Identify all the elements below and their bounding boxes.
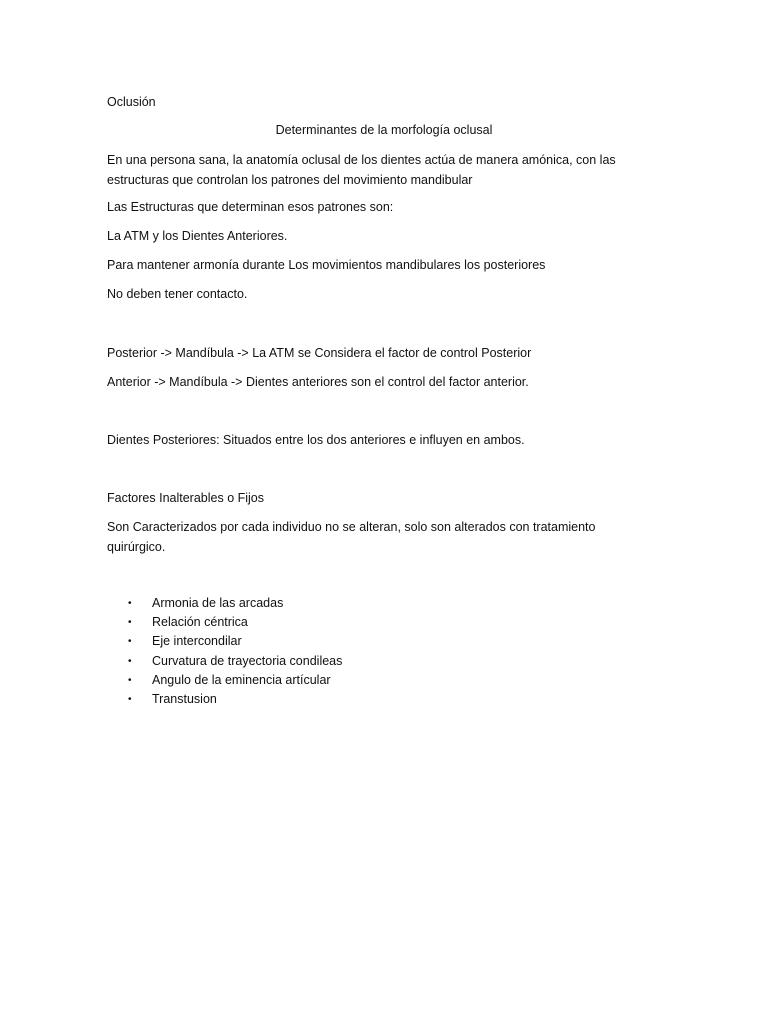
list-item-label: Eje intercondilar: [152, 634, 242, 649]
dientes-posteriores-line: Dientes Posteriores: Situados entre los dos anteriores e influyen en ambos.: [107, 433, 525, 447]
list-item: [107, 632, 342, 651]
structures-line: Las Estructuras que determinan esos patrones son:: [107, 200, 394, 214]
document-title: Determinantes de la morfología oclusal: [275, 123, 493, 137]
posterior-line: Posterior -> Mandíbula -> La ATM se Considera el factor de control Posterior: [107, 346, 532, 360]
atm-line: La ATM y los Dientes Anteriores.: [107, 229, 288, 243]
factors-paragraph: Son Caracterizados por cada individuo no se alteran, solo son alterados con tratamiento quirúrgico.: [107, 520, 596, 554]
no-contact-line: No deben tener contacto.: [107, 287, 248, 301]
bullet-icon: •: [128, 617, 132, 629]
list-item-label: Transtusion: [152, 691, 217, 706]
list-item: [107, 613, 342, 632]
harmony-line: Para mantener armonía durante Los movimientos mandibulares los posteriores: [107, 258, 546, 272]
list-item: [107, 652, 342, 671]
bullet-icon: •: [128, 636, 132, 648]
intro-paragraph: En una persona sana, la anatomía oclusal de los dientes actúa de manera amónica, con las estructuras que controlan los patrones del movimiento mandibular: [107, 153, 616, 187]
list-item-label: Relación céntrica: [152, 615, 248, 630]
list-item-label: Curvatura de trayectoria condileas: [152, 653, 343, 668]
list-item-label: Angulo de la eminencia artícular: [152, 672, 331, 687]
factors-heading: Factores Inalterables o Fijos: [107, 491, 265, 505]
anterior-line: Anterior -> Mandíbula -> Dientes anteriores son el control del factor anterior.: [107, 375, 529, 389]
list-item: [107, 690, 342, 709]
bullet-icon: •: [128, 674, 132, 686]
document-heading: Oclusión: [107, 95, 156, 109]
list-item: [107, 594, 342, 613]
list-item: [107, 671, 342, 690]
bullet-icon: •: [128, 598, 132, 609]
list-item-label: Armonia de las arcadas: [152, 596, 284, 610]
factors-list: [107, 594, 342, 709]
bullet-icon: •: [128, 655, 132, 667]
bullet-icon: •: [128, 693, 132, 705]
